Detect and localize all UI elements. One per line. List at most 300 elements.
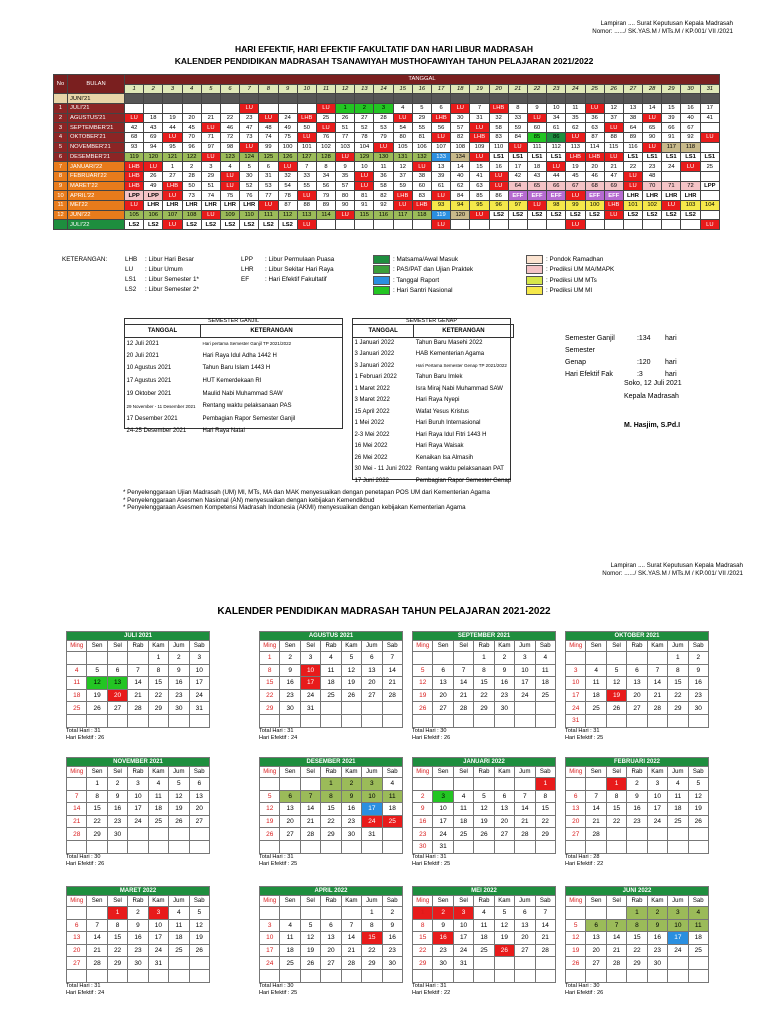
calendar-day: 6 — [515, 907, 535, 920]
day-cell: LHB — [604, 200, 623, 210]
calendar-day — [688, 957, 708, 970]
calendar-day — [586, 778, 606, 791]
calendar-day — [169, 969, 189, 982]
day-cell: 23 — [643, 162, 662, 172]
calendar-day — [67, 652, 87, 665]
day-cell: LU — [585, 104, 604, 114]
day-cell: LU — [508, 142, 527, 152]
calendar-day — [107, 714, 127, 727]
calendar-day: 1 — [148, 652, 168, 665]
semester-row: 24-25 Desember 2021 Hari Raya Natal — [126, 428, 245, 435]
day-cell: 33 — [297, 171, 316, 181]
day-cell: 28 — [182, 171, 201, 181]
day-cell: 98 — [547, 200, 566, 210]
calendar-day: 8 — [107, 919, 127, 932]
day-cell: 132 — [412, 152, 431, 162]
calendar-day — [453, 714, 473, 727]
day-cell — [470, 220, 489, 230]
day-cell: 50 — [182, 181, 201, 191]
day-cell: 115 — [604, 142, 623, 152]
calendar-day: 25 — [688, 944, 708, 957]
calendar-day: 10 — [362, 790, 382, 803]
calendar-day: 7 — [341, 919, 361, 932]
day-cell: LU — [566, 133, 585, 143]
day-cell: LS1 — [662, 152, 681, 162]
calendar-day — [189, 828, 209, 841]
day-cell: 66 — [662, 123, 681, 133]
day-cell: LS2 — [547, 210, 566, 220]
calendar-day: 10 — [300, 664, 320, 677]
hari-efektif: Hari Efektif : 25 — [259, 860, 298, 867]
legend-col-2 — [241, 255, 334, 285]
calendar-day: 2 — [688, 652, 708, 665]
day-cell: 48 — [643, 171, 662, 181]
day-cell — [662, 94, 681, 104]
calendar-day: 16 — [433, 932, 453, 945]
calendar-day: 24 — [515, 689, 535, 702]
calendar-day — [515, 957, 535, 970]
calendar-day — [627, 969, 647, 982]
day-header: 15 — [393, 84, 412, 94]
legend-item: : Prediksi UM MA/MAPK — [526, 265, 614, 275]
calendar-day — [535, 969, 555, 982]
calendar-day: 8 — [321, 790, 341, 803]
calendar-day: 21 — [87, 944, 107, 957]
calendar-day — [494, 714, 514, 727]
legend-item: : Hari Santri Nasional — [373, 286, 473, 296]
day-cell: LU — [489, 171, 508, 181]
weekday-header: Sen — [433, 767, 453, 778]
calendar-day: 22 — [627, 944, 647, 957]
calendar-day: 26 — [300, 957, 320, 970]
day-cell: LU — [527, 113, 546, 123]
calendar-day: 26 — [494, 944, 514, 957]
calendar-day: 10 — [647, 790, 667, 803]
month-name: JUNI'21 — [68, 94, 125, 104]
calendar-day: 9 — [341, 790, 361, 803]
day-cell: LU — [470, 210, 489, 220]
calendar-day: 17 — [148, 932, 168, 945]
day-cell: 39 — [432, 171, 451, 181]
day-cell: 106 — [412, 142, 431, 152]
day-cell: 72 — [220, 133, 239, 143]
day-cell: 73 — [240, 133, 259, 143]
day-cell: 28 — [374, 113, 393, 123]
calendar-day: 5 — [413, 664, 433, 677]
calendar-day: 14 — [382, 664, 402, 677]
calendar-day: 28 — [382, 689, 402, 702]
day-cell: 77 — [259, 191, 278, 201]
month-name: DESEMBER'21 — [68, 152, 125, 162]
calendar-day — [606, 907, 626, 920]
day-cell: 63 — [585, 123, 604, 133]
month-no — [54, 220, 68, 230]
calendar-day: 24 — [362, 815, 382, 828]
calendar-day: 1 — [474, 652, 494, 665]
month-name: JULI'21 — [68, 104, 125, 114]
day-cell — [700, 191, 719, 201]
day-cell: 13 — [623, 104, 642, 114]
month-calendar — [259, 631, 403, 742]
day-cell — [412, 94, 431, 104]
day-cell: 74 — [201, 191, 220, 201]
day-cell: 116 — [623, 142, 642, 152]
weekday-header: Rab — [627, 641, 647, 652]
day-cell: 71 — [662, 181, 681, 191]
semester-genap-title: SEMESTER GENAP — [405, 318, 458, 324]
calendar-day: 25 — [280, 957, 300, 970]
day-cell: LU — [297, 133, 316, 143]
day-cell: 117 — [393, 210, 412, 220]
day-cell: LHB — [470, 133, 489, 143]
calendar-day: 16 — [382, 932, 402, 945]
calendar-day: 26 — [606, 702, 626, 715]
calendar-day: 30 — [433, 957, 453, 970]
day-cell: 127 — [297, 152, 316, 162]
calendar-day: 19 — [494, 932, 514, 945]
calendar-day: 23 — [169, 689, 189, 702]
calendar-day: 2 — [341, 778, 361, 791]
calendar-day: 8 — [668, 664, 688, 677]
calendar-day: 23 — [627, 815, 647, 828]
weekday-header: Jum — [668, 896, 688, 907]
calendar-day: 9 — [433, 919, 453, 932]
weekday-header: Kam — [647, 641, 667, 652]
day-cell — [393, 94, 412, 104]
day-cell: 113 — [566, 142, 585, 152]
day-cell: 21 — [604, 162, 623, 172]
day-cell: 69 — [144, 133, 163, 143]
calendar-day: 25 — [586, 702, 606, 715]
calendar-day: 6 — [189, 778, 209, 791]
month-row — [54, 181, 720, 191]
calendar-day: 27 — [321, 957, 341, 970]
calendar-day: 21 — [647, 689, 667, 702]
weekday-header: Sel — [606, 767, 626, 778]
calendar-day — [280, 969, 300, 982]
calendar-day: 23 — [382, 944, 402, 957]
signature-block: Soko, 12 Juli 2021 Kepala Madrasah M. Hasjim, S.Pd.I — [624, 380, 682, 429]
day-cell: 59 — [393, 181, 412, 191]
month-no: 9 — [54, 181, 68, 191]
day-cell: LU — [259, 113, 278, 123]
calendar-day — [688, 714, 708, 727]
month-calendar — [259, 757, 403, 868]
month-title: MEI 2022 — [413, 887, 556, 896]
day-cell: 89 — [623, 133, 642, 143]
day-cell: 94 — [451, 200, 470, 210]
month-calendar — [565, 886, 709, 997]
calendar-day — [107, 840, 127, 853]
calendar-day: 5 — [260, 790, 280, 803]
calendar-day: 7 — [300, 790, 320, 803]
calendar-day — [647, 840, 667, 853]
day-cell: 49 — [278, 123, 297, 133]
day-cell: LU — [201, 210, 220, 220]
day-cell — [278, 104, 297, 114]
day-cell: 67 — [681, 123, 700, 133]
day-cell: LHB — [566, 152, 585, 162]
month-calendar — [565, 631, 709, 742]
day-cell: 85 — [470, 191, 489, 201]
calendar-day: 28 — [67, 828, 87, 841]
day-cell: 25 — [316, 113, 335, 123]
calendar-day — [515, 702, 535, 715]
weekday-header: Jum — [169, 641, 189, 652]
legend-item: EF : Hari Efektif Fakultatif — [241, 276, 327, 283]
calendar-day: 12 — [566, 932, 586, 945]
hari-efektif: Hari Efektif : 24 — [66, 989, 105, 996]
month-title: JUNI 2022 — [566, 887, 709, 896]
calendar-day: 28 — [647, 702, 667, 715]
semester-row: 30 Mei - 11 Juni 2022 Rentang waktu pelaksanaan PAT — [354, 466, 504, 473]
calendar-day — [382, 969, 402, 982]
day-cell — [508, 94, 527, 104]
weekday-header: Sel — [606, 641, 626, 652]
day-cell: LS1 — [508, 152, 527, 162]
legend-item: : Prediksi UM MI — [526, 286, 614, 296]
month-no: 8 — [54, 171, 68, 181]
calendar-day: 11 — [280, 932, 300, 945]
day-header: 10 — [297, 84, 316, 94]
calendar-day — [515, 714, 535, 727]
calendar-day: 6 — [627, 664, 647, 677]
month-no: 10 — [54, 191, 68, 201]
weekday-header: Ming — [566, 767, 586, 778]
day-cell: 124 — [240, 152, 259, 162]
month-title: MARET 2022 — [67, 887, 210, 896]
calendar-day: 8 — [260, 664, 280, 677]
calendar-day: 8 — [413, 919, 433, 932]
day-cell: 113 — [297, 210, 316, 220]
calendar-day: 25 — [382, 815, 402, 828]
calendar-day: 13 — [280, 803, 300, 816]
calendar-day: 21 — [300, 815, 320, 828]
legend-item: : Prediksi UM MTs — [526, 276, 614, 286]
calendar-day: 3 — [148, 907, 168, 920]
calendar-day: 1 — [413, 907, 433, 920]
calendar-day — [668, 828, 688, 841]
total-hari: Total Hari : 28 — [565, 853, 600, 860]
calendar-day — [341, 702, 361, 715]
day-cell: 105 — [393, 142, 412, 152]
day-cell: 69 — [604, 181, 623, 191]
day-cell: LS1 — [681, 152, 700, 162]
calendar-day: 3 — [300, 652, 320, 665]
day-cell: 70 — [182, 133, 201, 143]
calendar-day: 22 — [260, 689, 280, 702]
day-cell — [182, 94, 201, 104]
calendar-day: 22 — [668, 689, 688, 702]
day-cell: 3 — [201, 162, 220, 172]
day-cell: 2 — [355, 104, 374, 114]
day-cell: 42 — [508, 171, 527, 181]
day-cell — [585, 94, 604, 104]
calendar-day: 29 — [362, 957, 382, 970]
day-cell: 118 — [681, 142, 700, 152]
calendar-day: 14 — [341, 932, 361, 945]
day-cell: 52 — [240, 181, 259, 191]
day-cell — [125, 94, 144, 104]
calendar-day: 3 — [566, 664, 586, 677]
day-cell: 83 — [489, 133, 508, 143]
day-cell: 12 — [604, 104, 623, 114]
calendar-day: 18 — [169, 932, 189, 945]
day-cell — [163, 104, 182, 114]
calendar-day — [515, 778, 535, 791]
calendar-day: 3 — [362, 778, 382, 791]
calendar-day: 19 — [260, 815, 280, 828]
month-name: MARET'22 — [68, 181, 125, 191]
day-cell: 51 — [201, 181, 220, 191]
calendar-day: 27 — [433, 702, 453, 715]
calendar-day: 29 — [260, 702, 280, 715]
month-name: APRIL'22 — [68, 191, 125, 201]
calendar-day — [566, 840, 586, 853]
calendar-day: 4 — [280, 919, 300, 932]
day-cell: 109 — [470, 142, 489, 152]
day-cell: 6 — [432, 104, 451, 114]
calendar-day: 12 — [413, 677, 433, 690]
month-row — [54, 191, 720, 201]
calendar-day: 9 — [413, 803, 433, 816]
calendar-day — [535, 840, 555, 853]
day-cell: 11 — [374, 162, 393, 172]
day-cell: 78 — [278, 191, 297, 201]
month-no — [54, 94, 68, 104]
day-cell: LPP — [125, 191, 144, 201]
calendar-day: 12 — [260, 803, 280, 816]
day-cell: LS2 — [508, 210, 527, 220]
semester-row: 17 Desember 2021 Pembagian Rapor Semester Ganjil — [126, 415, 296, 422]
day-cell: 100 — [585, 200, 604, 210]
calendar-day: 30 — [107, 828, 127, 841]
day-cell — [623, 220, 642, 230]
month-name: MEI'22 — [68, 200, 125, 210]
calendar-day — [341, 840, 361, 853]
day-cell: 5 — [240, 162, 259, 172]
summary-item: Semester Genap :120 hari — [565, 347, 677, 366]
day-cell: 66 — [547, 181, 566, 191]
weekday-header: Rab — [321, 767, 341, 778]
calendar-day: 19 — [474, 815, 494, 828]
weekday-header: Sen — [87, 641, 107, 652]
day-cell — [604, 220, 623, 230]
calendar-day — [280, 907, 300, 920]
calendar-day: 14 — [128, 677, 148, 690]
day-cell: 26 — [336, 113, 355, 123]
calendar-day: 24 — [148, 944, 168, 957]
day-cell: LHR — [662, 191, 681, 201]
calendar-day: 25 — [453, 828, 473, 841]
day-cell: 76 — [316, 133, 335, 143]
day-cell: 4 — [393, 104, 412, 114]
weekday-header: Sen — [433, 641, 453, 652]
calendar-day — [382, 828, 402, 841]
day-header: 26 — [604, 84, 623, 94]
calendar-day: 28 — [341, 957, 361, 970]
calendar-day — [260, 907, 280, 920]
month-row — [54, 133, 720, 143]
day-cell — [681, 94, 700, 104]
calendar-day: 23 — [688, 689, 708, 702]
calendar-day: 10 — [515, 664, 535, 677]
hari-efektif: Hari Efektif : 25 — [565, 734, 604, 741]
day-cell — [700, 142, 719, 152]
day-cell: 18 — [527, 162, 546, 172]
day-cell — [470, 94, 489, 104]
calendar-day — [107, 652, 127, 665]
day-cell: LU — [623, 181, 642, 191]
calendar-day — [668, 957, 688, 970]
calendar-day — [688, 828, 708, 841]
calendar-day: 20 — [321, 944, 341, 957]
calendar-day: 24 — [566, 702, 586, 715]
day-cell: 27 — [163, 171, 182, 181]
calendar-day: 30 — [647, 957, 667, 970]
day-cell: 93 — [432, 200, 451, 210]
col-tanggal: TANGGAL — [125, 75, 720, 85]
day-cell: 32 — [489, 113, 508, 123]
day-cell: LS2 — [643, 210, 662, 220]
day-cell: LU — [163, 191, 182, 201]
day-cell: 103 — [681, 200, 700, 210]
day-cell: 90 — [336, 200, 355, 210]
day-cell: LHB — [585, 152, 604, 162]
calendar-day — [169, 957, 189, 970]
calendar-day — [433, 652, 453, 665]
day-cell: 14 — [643, 104, 662, 114]
month-row — [54, 171, 720, 181]
calendar-day: 13 — [566, 803, 586, 816]
day-cell: LU — [700, 220, 719, 230]
calendar-day — [87, 907, 107, 920]
day-header: 3 — [163, 84, 182, 94]
month-name: NOVEMBER'21 — [68, 142, 125, 152]
day-cell: 101 — [297, 142, 316, 152]
day-cell: LU — [643, 142, 662, 152]
calendar-day: 20 — [189, 803, 209, 816]
weekday-header: Kam — [341, 896, 361, 907]
day-header: 16 — [412, 84, 431, 94]
calendar-day: 14 — [453, 677, 473, 690]
col-bulan: BULAN — [68, 75, 125, 94]
calendar-day: 21 — [515, 815, 535, 828]
month-calendar — [259, 886, 403, 997]
calendar-day: 9 — [627, 790, 647, 803]
calendar-day: 19 — [566, 944, 586, 957]
weekday-header: Sel — [300, 767, 320, 778]
weekday-header: Kam — [148, 896, 168, 907]
calendar-day: 3 — [260, 919, 280, 932]
day-cell: LHB — [393, 191, 412, 201]
month-name: JUNI'22 — [68, 210, 125, 220]
day-cell — [623, 94, 642, 104]
calendar-day: 22 — [474, 689, 494, 702]
calendar-day: 15 — [321, 803, 341, 816]
calendar-day — [128, 840, 148, 853]
day-cell: 9 — [527, 104, 546, 114]
day-cell: 58 — [374, 181, 393, 191]
weekday-header: Sel — [107, 896, 127, 907]
calendar-day: 6 — [321, 919, 341, 932]
day-cell — [393, 220, 412, 230]
day-cell: 91 — [355, 200, 374, 210]
day-cell: LS2 — [182, 220, 201, 230]
calendar-day: 17 — [128, 803, 148, 816]
calendar-day — [148, 969, 168, 982]
weekday-header: Sab — [189, 896, 209, 907]
